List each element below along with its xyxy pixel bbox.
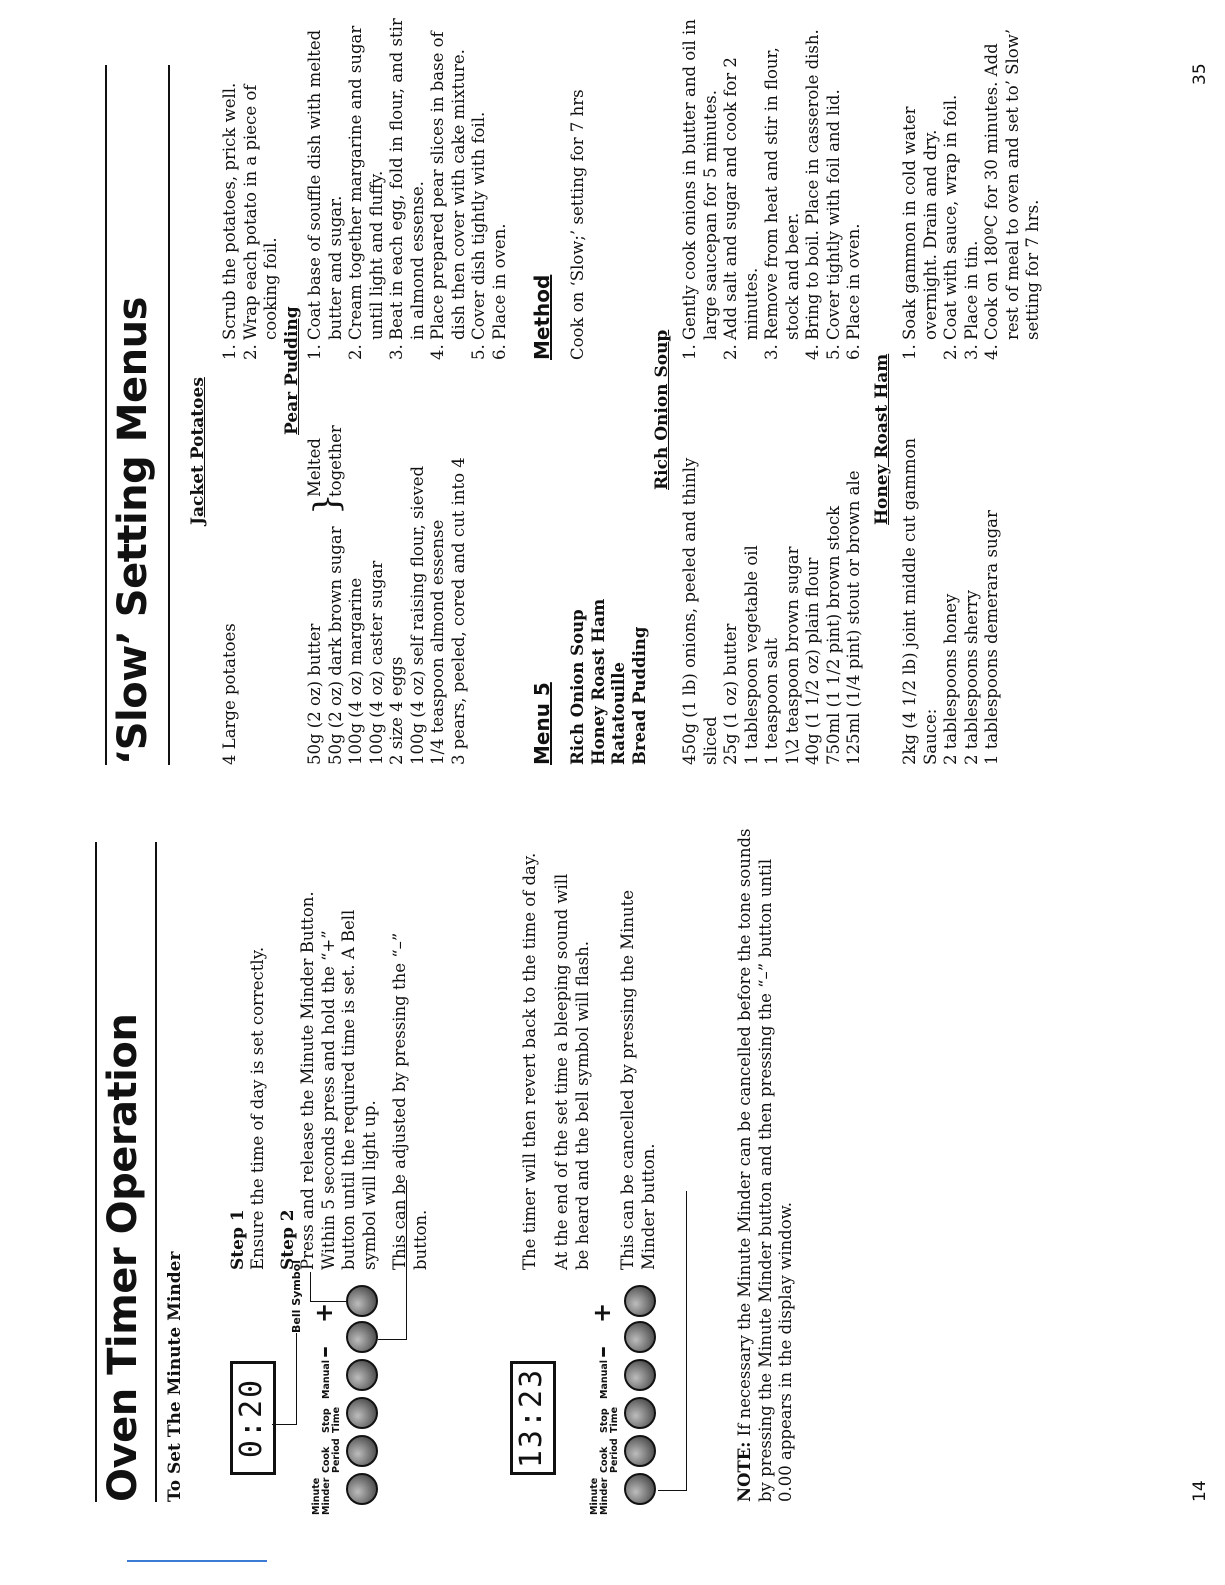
pear-pudding-heading: Pear Pudding <box>282 306 302 435</box>
ham-ingredients: 2kg (4 1/2 lb) joint middle cut gammon Sauce: 2 tablespoons honey 2 tablespoons sherry 1 tablespoons demerara sugar <box>900 438 1001 765</box>
right-page-number: 35 <box>1190 63 1210 85</box>
melted-together-note: Melted together <box>305 425 345 497</box>
minus-button-2[interactable] <box>624 1321 656 1353</box>
left-top-rule <box>95 842 97 1502</box>
left-page-number: 14 <box>1190 1480 1210 1502</box>
cancel-pointer-bar <box>686 1191 687 1491</box>
plus-sign: + <box>310 1302 338 1323</box>
cancel-text: This can be cancelled by pressing the Minute Minder button. <box>618 889 658 1270</box>
knob-label-minute-minder-2: Minute Minder <box>589 1477 610 1515</box>
minute-minder-button[interactable] <box>346 1473 378 1505</box>
manual-button[interactable] <box>346 1359 378 1391</box>
plus-button[interactable] <box>346 1285 378 1317</box>
timer-display-2-value: 13:23 <box>514 1367 549 1469</box>
step1-heading: Step 1 <box>228 1209 248 1270</box>
stop-time-button-2[interactable] <box>624 1397 656 1429</box>
melted-brace: } <box>307 493 347 515</box>
cancel-pointer-line <box>658 1490 686 1491</box>
step2-pointer-bar <box>310 1272 311 1302</box>
minus-sign-2: – <box>588 1346 616 1358</box>
minus-button[interactable] <box>346 1321 378 1353</box>
cook-period-button[interactable] <box>346 1435 378 1467</box>
bell-pointer-line <box>296 1333 297 1425</box>
adjust-pointer-line <box>378 1339 406 1340</box>
note-paragraph: NOTE: If necessary the Minute Minder can be cancelled before the tone sounds by pressing the Minute Minder button and then pressing the “–” button until 0.00 appears in the display window. <box>735 828 795 1502</box>
jacket-steps: 1.Scrub the potatoes, prick well. 2.Wrap each potato in a piece of cooking foil. <box>220 82 280 360</box>
timer-display-2 <box>510 1361 556 1475</box>
jacket-potatoes-heading: Jacket Potatoes <box>188 377 208 525</box>
knob-label-stop-time: Stop Time <box>321 1406 342 1433</box>
bell-pointer-tick <box>272 1424 296 1425</box>
right-top-rule <box>105 65 107 765</box>
cook-period-button-2[interactable] <box>624 1435 656 1467</box>
menu-5-heading: Menu 5 <box>530 682 554 765</box>
rich-onion-soup-heading: Rich Onion Soup <box>652 329 672 490</box>
timer-display-1-value: 0:20 <box>234 1377 269 1459</box>
pear-steps: 1.Coat base of souffle dish with melted butter and sugar. 2.Cream together margarine and sugar until light and fluffy. 3.Beat in each egg, fold in flour, and stir in almond essense. 4.Place prepared pear slices in base of dish then cover with cake mixture. 5.Cover dish tightly with foil. 6.Place in oven. <box>305 18 509 360</box>
pear-ingredients: 50g (2 oz) butter 50g (2 oz) dark brown sugar 100g (4 oz) margarine 100g (4 oz) caster sugar 2 size 4 eggs 100g (4 oz) self raising flour, sieved 1/4 teaspoon almond essense 3 pears, peeled, cored and cut into 4 <box>305 457 468 765</box>
knob-label-manual-2: Manual <box>599 1359 610 1399</box>
left-title-rule <box>155 842 157 1502</box>
honey-roast-ham-heading: Honey Roast Ham <box>872 353 892 525</box>
step2-text: Press and release the Minute Minder Button. Within 5 seconds press and hold the “+” button until the required time is set. A Bell symbol will light up. <box>298 891 379 1270</box>
right-title-rule <box>168 65 170 765</box>
knob-label-cook-period: Cook Period <box>321 1438 342 1473</box>
soup-steps: 1.Gently cook onions in butter and oil in large saucepan for 5 minutes. 2.Add salt and sugar and cook for 2 minutes. 3.Remove from heat and stir in flour, stock and beer. 4.Bring to boil. Place in casserole dish. 5.Cover tightly with foil and lid. 6.Place in oven. <box>680 19 863 360</box>
ham-steps: 1.Soak gammon in cold water overnight. Drain and dry. 2.Coat with sauce, wrap in foil. 3.Place in tin. 4.Cook on 180ºC for 30 minutes. Add rest of meal to oven and set to’ Slow’ setting for 7 hrs. <box>900 28 1042 360</box>
knob-label-cook-period-2: Cook Period <box>599 1438 620 1473</box>
left-page-title: Oven Timer Operation <box>100 1013 146 1502</box>
adjust-text: This can be adjusted by pressing the “–” button. <box>390 932 430 1270</box>
revert-text: The timer will then revert back to the time of day. <box>520 852 539 1270</box>
menu-5-items: Rich Onion Soup Honey Roast Ham Ratatouille Bread Pudding <box>568 598 649 765</box>
knob-label-manual: Manual <box>321 1359 332 1399</box>
timer-display-1 <box>230 1361 276 1475</box>
soup-ingredients: 450g (1 lb) onions, peeled and thinly sliced 25g (1 oz) butter 1 tablespoon vegetable oil 1 teaspoon salt 1\2 teaspoon brown sugar 40g (1 1/2 oz) plain flour 750ml (1 1/2 pint) brown stock 125ml (1/4 pint) stout or brown ale <box>680 457 863 765</box>
step1-text: Ensure the time of day is set correctly. <box>248 946 267 1270</box>
stop-time-button[interactable] <box>346 1397 378 1429</box>
step2-heading: Step 2 <box>278 1209 298 1270</box>
minus-sign: – <box>310 1346 338 1358</box>
end-of-time-text: At the end of the set time a bleeping sound will be heard and the bell symbol will flash. <box>552 873 592 1270</box>
plus-sign-2: + <box>588 1302 616 1323</box>
knob-label-stop-time-2: Stop Time <box>599 1406 620 1433</box>
note-label: NOTE: <box>735 1441 754 1502</box>
right-page-title: ‘Slow’ Setting Menus <box>110 297 156 765</box>
minute-minder-button-2[interactable] <box>624 1473 656 1505</box>
method-text: Cook on ‘Slow;’ setting for 7 hrs <box>568 89 587 360</box>
jacket-ingredients: 4 Large potatoes <box>220 623 239 765</box>
scan-selection-line <box>127 1560 267 1562</box>
step2-pointer-line <box>310 1301 346 1302</box>
plus-button-2[interactable] <box>624 1285 656 1317</box>
minute-minder-subtitle: To Set The Minute Minder <box>165 1251 185 1502</box>
bell-symbol-label: Bell Symbol <box>290 1260 303 1333</box>
knob-label-minute-minder: Minute Minder <box>311 1477 332 1515</box>
manual-button-2[interactable] <box>624 1359 656 1391</box>
method-heading: Method <box>530 274 554 360</box>
